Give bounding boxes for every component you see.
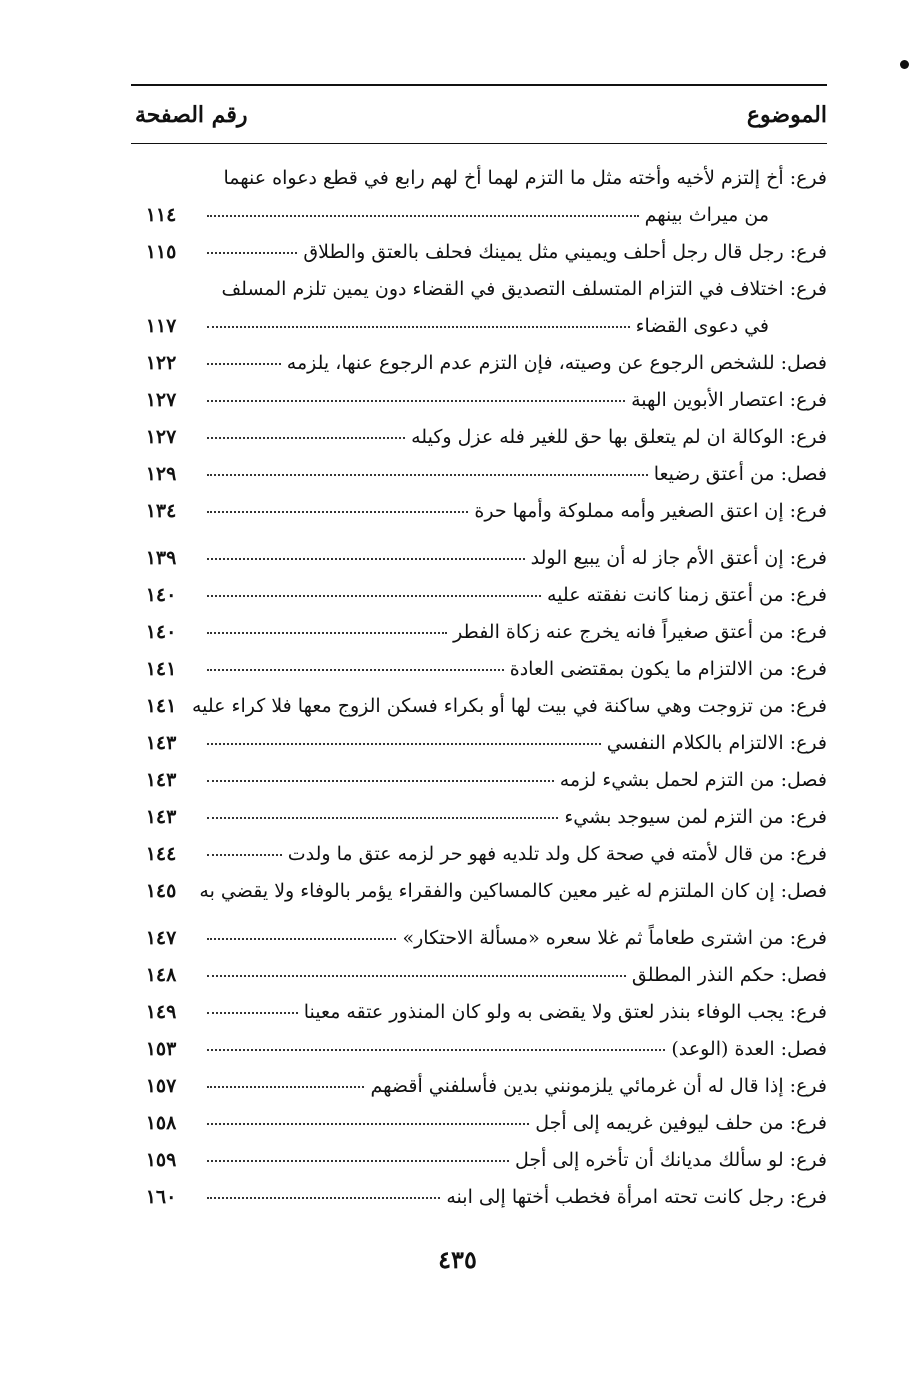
toc-entry-line: [131, 419, 827, 456]
toc-entry-title: فصل: للشخص الرجوع عن وصيته، فإن التزم عدم الرجوع عنها، يلزمه: [286, 352, 827, 374]
toc-entry: [131, 540, 827, 577]
toc-entry-title: فرع: رجل قال رجل أحلف ويميني مثل يمينك فحلف بالعتق والطلاق: [303, 241, 827, 263]
toc-entry: [131, 1142, 827, 1179]
header-top-rule: [131, 84, 827, 86]
toc-entry-title: في دعوى القضاء: [635, 315, 769, 337]
toc-entry-line: [131, 160, 827, 197]
dot-leader: [207, 474, 648, 476]
dot-leader: [207, 1012, 298, 1014]
toc-entry-title: فرع: من تزوجت وهي ساكنة في بيت لها أو بكراء فسكن الزوج معها فلا كراء عليه: [191, 695, 827, 717]
toc-entry-line: [131, 308, 827, 345]
dot-leader: [207, 326, 630, 328]
dot-leader: [207, 511, 468, 513]
toc-entry-title: فرع: اختلاف في التزام المتسلف التصديق في القضاء دون يمين تلزم المسلف: [221, 278, 827, 300]
dot-leader: [207, 743, 601, 745]
toc-entry-page: ١٤٨: [145, 964, 177, 986]
toc-entry-line: [131, 1031, 827, 1068]
toc-entry-line: [131, 1142, 827, 1179]
toc-entry-title: فرع: من التزم لمن سيوجد بشيء: [564, 806, 827, 828]
dot-leader: [207, 595, 541, 597]
toc-entry: [131, 725, 827, 762]
toc-entry: [131, 994, 827, 1031]
toc-entry-page: ١٢٩: [145, 463, 177, 485]
toc-entry-line: [131, 994, 827, 1031]
table-header: [131, 102, 827, 138]
toc-entry-title: فرع: من الالتزام ما يكون بمقتضى العادة: [509, 658, 827, 680]
toc-entry-page: ١٥٧: [145, 1075, 177, 1097]
toc-entry-title: فرع: إن اعتق الصغير وأمه مملوكة وأمها حرة: [474, 500, 827, 522]
toc-entry: [131, 920, 827, 957]
toc-entry: [131, 419, 827, 456]
toc-entry-page: ١٣٤: [145, 500, 177, 522]
dot-leader: [207, 558, 525, 560]
toc-entry-line: [131, 799, 827, 836]
toc-entry-title: فرع: الالتزام بالكلام النفسي: [606, 732, 827, 754]
toc-entry: [131, 345, 827, 382]
toc-entry: [131, 873, 827, 910]
toc-entry-page: ١٥٩: [145, 1149, 177, 1171]
toc-entry-page: ١١٥: [145, 241, 177, 263]
toc-entry-title: فرع: أخ إلتزم لأخيه وأخته مثل ما التزم لهما أخ لهم رابع في قطع دعواه عنهما: [223, 167, 827, 189]
toc-entry-title: فرع: من أعتق زمنا كانت نفقته عليه: [546, 584, 827, 606]
toc-entry-line: [131, 456, 827, 493]
toc-entry-page: ١٥٨: [145, 1112, 177, 1134]
toc-entry: [131, 1068, 827, 1105]
toc-entry: [131, 1105, 827, 1142]
dot-leader: [207, 1086, 364, 1088]
dot-leader: [207, 252, 297, 254]
toc-entry-line: [131, 614, 827, 651]
dot-leader: [207, 975, 626, 977]
toc-entry-line: [131, 762, 827, 799]
dot-leader: [207, 437, 405, 439]
dot-leader: [207, 817, 558, 819]
dot-leader: [207, 854, 282, 856]
toc-entry-page: ١٤٤: [145, 843, 177, 865]
dot-leader: [207, 1160, 509, 1162]
toc-list: [131, 160, 827, 1216]
toc-entry-line: [131, 1105, 827, 1142]
toc-entry-title: فرع: من قال لأمته في صحة كل ولد تلديه فهو حر لزمه عتق ما ولدت: [287, 843, 827, 865]
dot-leader: [207, 780, 554, 782]
toc-entry-page: ١٥٣: [145, 1038, 177, 1060]
toc-entry-title: فرع: لو سألك مديانك أن تأخره إلى أجل: [514, 1149, 827, 1171]
toc-entry-title: فصل: إن كان الملتزم له غير معين كالمساكين والفقراء يؤمر بالوفاء ولا يقضي به: [199, 880, 827, 902]
toc-entry-title: فرع: من أعتق صغيراً فانه يخرج عنه زكاة الفطر: [453, 621, 827, 643]
toc-entry-title: فرع: إذا قال له أن غرمائي يلزمونني بدين فأسلفني أقضهم: [370, 1075, 827, 1097]
toc-entry-page: ١٤٣: [145, 769, 177, 791]
topic-column-label: الموضوع: [746, 102, 827, 128]
toc-entry-page: ١٤٠: [145, 621, 177, 643]
toc-entry-page: ١٣٩: [145, 547, 177, 569]
toc-entry: [131, 493, 827, 530]
toc-entry: [131, 614, 827, 651]
toc-entry-page: ١٢٧: [145, 389, 177, 411]
toc-entry: [131, 957, 827, 994]
toc-entry: [131, 577, 827, 614]
toc-entry-page: ١٤٣: [145, 806, 177, 828]
toc-entry-title: فصل: من أعتق رضيعا: [653, 463, 827, 485]
toc-entry-page: ١٤١: [145, 695, 177, 717]
toc-entry-line: [131, 382, 827, 419]
toc-entry-line: [131, 577, 827, 614]
page-column-label: رقم الصفحة: [135, 102, 248, 128]
toc-entry: [131, 762, 827, 799]
toc-entry: [131, 651, 827, 688]
toc-entry-page: ١١٧: [145, 315, 177, 337]
dot-leader: [207, 363, 281, 365]
toc-entry-line: [131, 836, 827, 873]
toc-entry: [131, 456, 827, 493]
toc-entry: [131, 688, 827, 725]
toc-entry-line: [131, 1068, 827, 1105]
toc-entry-line: [131, 234, 827, 271]
toc-entry-title: فرع: من حلف ليوفين غريمه إلى أجل: [535, 1112, 827, 1134]
toc-entry-title: فرع: يجب الوفاء بنذر لعتق ولا يقضى به ولو كان المنذور عتقه معينا: [303, 1001, 827, 1023]
dot-leader: [207, 1123, 529, 1125]
toc-entry-line: [131, 1179, 827, 1216]
toc-entry-page: ١٤٠: [145, 584, 177, 606]
page-number: ٤٣٥: [438, 1245, 477, 1274]
toc-entry-page: ١٤٣: [145, 732, 177, 754]
toc-entry-page: ١٦٠: [145, 1186, 177, 1208]
toc-entry: [131, 799, 827, 836]
dot-leader: [207, 1049, 665, 1051]
toc-entry: [131, 1031, 827, 1068]
toc-entry-line: [131, 957, 827, 994]
toc-entry: [131, 382, 827, 419]
toc-entry-title: فرع: الوكالة ان لم يتعلق بها حق للغير فله عزل وكيله: [411, 426, 827, 448]
dot-leader: [207, 1197, 440, 1199]
toc-entry-line: [131, 873, 827, 910]
dot-leader: [207, 400, 625, 402]
toc-entry-line: [131, 540, 827, 577]
toc-entry-line: [131, 688, 827, 725]
toc-entry-line: [131, 920, 827, 957]
dot-leader: [207, 669, 504, 671]
toc-entry-line: [131, 725, 827, 762]
toc-entry-page: ١٤٥: [145, 880, 177, 902]
toc-entry-title: فصل: حكم النذر المطلق: [631, 964, 827, 986]
margin-dot: [900, 60, 909, 69]
dot-leader: [207, 632, 447, 634]
toc-entry: [131, 234, 827, 271]
toc-entry: [131, 836, 827, 873]
toc-entry-title: فرع: إن أعتق الأم جاز له أن يبيع الولد: [530, 547, 827, 569]
toc-entry-title: فصل: من التزم لحمل بشيء لزمه: [559, 769, 827, 791]
toc-entry-line: [131, 345, 827, 382]
dot-leader: [207, 938, 396, 940]
toc-entry-title: فرع: اعتصار الأبوين الهبة: [631, 389, 827, 411]
toc-entry-page: ١٢٧: [145, 426, 177, 448]
toc-entry-page: ١١٤: [145, 204, 177, 226]
toc-entry-title: فرع: رجل كانت تحته امرأة فخطب أختها إلى ابنه: [446, 1186, 827, 1208]
toc-entry-line: [131, 493, 827, 530]
toc-entry-line: [131, 197, 827, 234]
toc-entry-page: ١٤١: [145, 658, 177, 680]
toc-entry-line: [131, 651, 827, 688]
toc-entry-page: ١٤٧: [145, 927, 177, 949]
toc-entry: [131, 160, 827, 234]
dot-leader: [207, 215, 639, 217]
toc-entry-page: ١٢٢: [145, 352, 177, 374]
toc-entry: [131, 1179, 827, 1216]
toc-entry-title: فصل: العدة (الوعد): [671, 1038, 827, 1060]
toc-entry-page: ١٤٩: [145, 1001, 177, 1023]
header-bottom-rule: [131, 143, 827, 144]
toc-entry-title: من ميراث بينهم: [644, 204, 769, 226]
toc-entry-title: فرع: من اشترى طعاماً ثم غلا سعره «مسألة الاحتكار»: [402, 927, 827, 949]
toc-entry-line: [131, 271, 827, 308]
toc-entry: [131, 271, 827, 345]
